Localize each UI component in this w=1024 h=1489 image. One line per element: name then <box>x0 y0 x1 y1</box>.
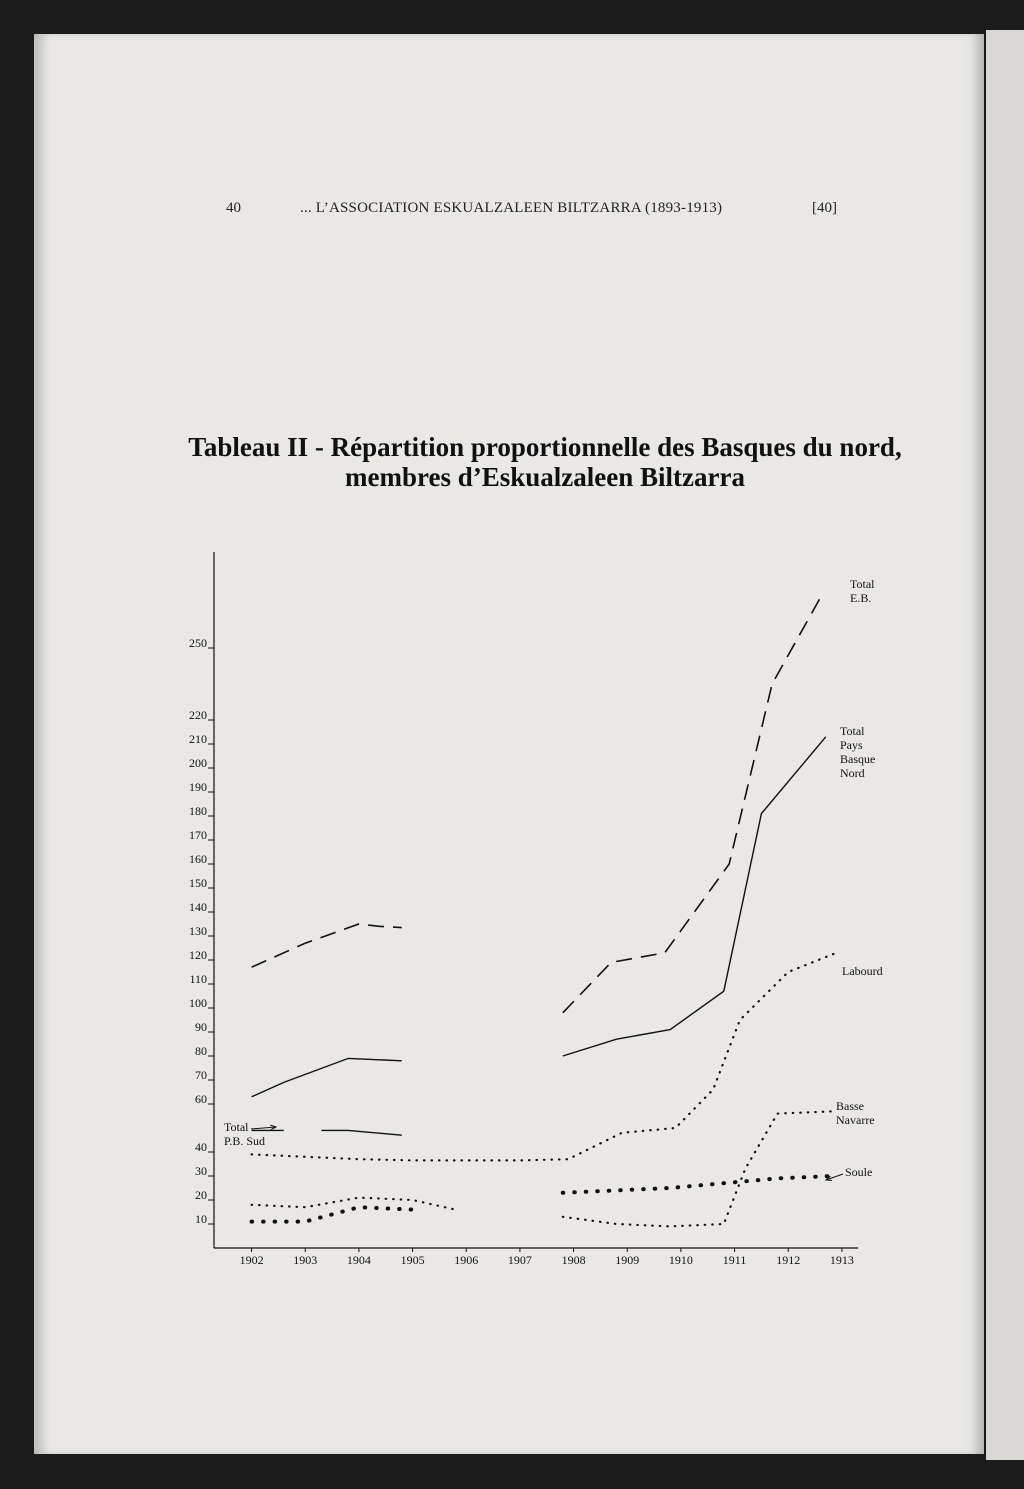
series-line-1-segment-1 <box>252 924 402 967</box>
series-label-line: Nord <box>840 766 865 780</box>
series-label-line: P.B. Sud <box>224 1134 266 1148</box>
y-tick-label: 70 <box>195 1068 207 1082</box>
x-tick-label: 1906 <box>454 1253 479 1267</box>
series-lines <box>252 598 837 1227</box>
y-tick-label: 10 <box>195 1212 207 1226</box>
series-line-6-segment-2 <box>563 1176 831 1193</box>
y-tick-label: 140 <box>189 900 207 914</box>
series-label-4 <box>842 964 883 978</box>
series-label-line: Total <box>224 1120 249 1134</box>
series-label-line: Total <box>840 724 865 738</box>
x-tick-label: 1912 <box>776 1253 801 1267</box>
series-label-line: Labourd <box>842 964 883 978</box>
y-tick-label: 100 <box>189 996 207 1010</box>
x-tick-label: 1910 <box>668 1253 693 1267</box>
x-ticks <box>240 1248 854 1267</box>
x-tick-label: 1909 <box>615 1253 640 1267</box>
y-tick-label: 60 <box>195 1092 207 1106</box>
y-tick-label: 40 <box>195 1140 207 1154</box>
x-tick-label: 1908 <box>561 1253 586 1267</box>
series-label-2 <box>840 724 875 780</box>
series-line-3-segment-2 <box>321 1130 402 1135</box>
series-label-line: Soule <box>845 1165 873 1179</box>
page-number: 40 <box>226 200 241 216</box>
y-tick-label: 190 <box>189 780 207 794</box>
series-label-line: Navarre <box>836 1113 875 1127</box>
series-line-2-segment-1 <box>252 1058 402 1096</box>
series-line-1-segment-2 <box>563 598 821 1013</box>
x-tick-label: 1903 <box>293 1253 318 1267</box>
y-tick-label: 160 <box>189 852 207 866</box>
series-line-4-segment-1 <box>252 953 837 1161</box>
y-tick-label: 150 <box>189 876 207 890</box>
y-tick-label: 180 <box>189 804 207 818</box>
y-tick-label: 110 <box>189 972 207 986</box>
y-tick-label: 200 <box>189 756 207 770</box>
series-label-line: Pays <box>840 738 863 752</box>
y-ticks <box>189 636 214 1226</box>
y-tick-label: 220 <box>189 708 207 722</box>
x-tick-label: 1905 <box>400 1253 425 1267</box>
series-line-2-segment-2 <box>563 737 826 1056</box>
series-label-1 <box>850 577 875 605</box>
series-label-6 <box>826 1165 872 1180</box>
y-tick-label: 120 <box>189 948 207 962</box>
chart-axes <box>214 552 858 1248</box>
y-tick-label: 250 <box>189 636 207 650</box>
series-label-5 <box>836 1099 875 1127</box>
series-label-line: Basse <box>836 1099 864 1113</box>
y-tick-label: 90 <box>195 1020 207 1034</box>
series-label-line: E.B. <box>850 591 872 605</box>
running-title: ... L’ASSOCIATION ESKUALZALEEN BILTZARRA (1893-1913) <box>300 200 723 216</box>
y-tick-label: 20 <box>195 1188 207 1202</box>
y-tick-label: 80 <box>195 1044 207 1058</box>
x-tick-label: 1902 <box>239 1253 264 1267</box>
series-line-5-segment-2 <box>563 1111 837 1226</box>
x-tick-label: 1904 <box>346 1253 371 1267</box>
chart-title-line-2: membres d’Eskualzaleen Biltzarra <box>345 462 745 492</box>
y-tick-label: 170 <box>189 828 207 842</box>
series-label-line: Total <box>850 577 875 591</box>
y-tick-label: 130 <box>189 924 207 938</box>
series-label-3 <box>224 1120 276 1148</box>
series-line-6-segment-1 <box>252 1207 413 1221</box>
x-tick-label: 1911 <box>722 1253 747 1267</box>
series-labels <box>224 577 883 1180</box>
x-tick-label: 1913 <box>829 1253 854 1267</box>
y-tick-label: 30 <box>195 1164 207 1178</box>
x-tick-label: 1907 <box>507 1253 532 1267</box>
y-tick-label: 210 <box>189 732 207 746</box>
series-label-line: Basque <box>840 752 876 766</box>
page-reference: [40] <box>812 200 837 216</box>
chart-title-line-1: Tableau II - Répartition proportionnelle des Basques du nord, <box>188 432 902 462</box>
